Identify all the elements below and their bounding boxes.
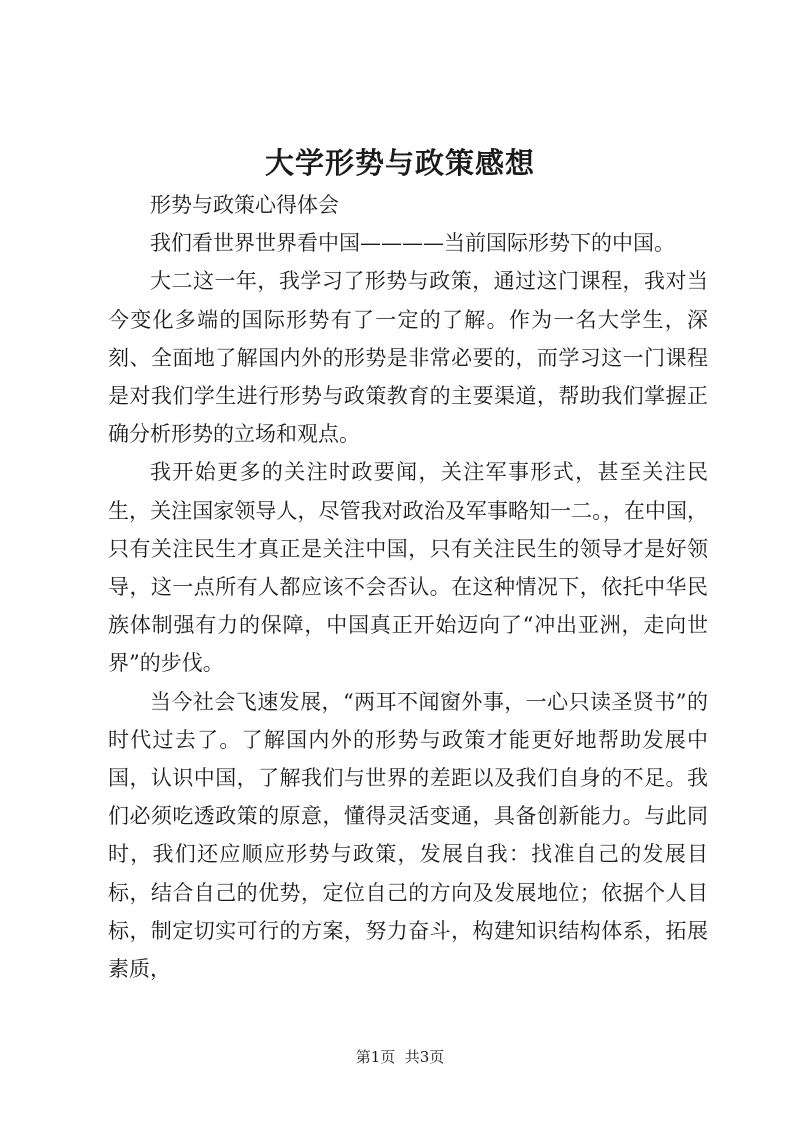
paragraph-heading: 我们看世界世界看中国————当前国际形势下的中国。 bbox=[150, 231, 675, 256]
paragraph-subtitle: 形势与政策心得体会 bbox=[150, 193, 339, 217]
paragraph: 大二这一年，我学习了形势与政策，通过这门课程，我对当今变化多端的国际形势有了一定的了解。作为一名大学生，深刻、全面地了解国内外的形势是非常必要的，而学习这一门课程是对我们学生进行形势与政策教育的主要渠道，帮助我们掌握正确分析形势的立场和观点。 bbox=[108, 269, 708, 447]
page-footer: 第1页 共3页 bbox=[355, 1048, 445, 1066]
document-body bbox=[108, 186, 708, 988]
document-title: 大学形势与政策感想 bbox=[264, 146, 535, 180]
paragraph: 当今社会飞速发展，“两耳不闻窗外事，一心只读圣贤书”的时代过去了。了解国内外的形势与政策才能更好地帮助发展中国，认识中国，了解我们与世界的差距以及我们自身的不足。我们必须吃透政策的原意，懂得灵活变通，具备创新能力。与此同时，我们还应顺应形势与政策，发展自我：找准自己的发展目标，结合自己的优势，定位自己的方向及发展地位；依据个人目标，制定切实可行的方案，努力奋斗，构建知识结构体系，拓展素质， bbox=[108, 689, 708, 982]
paragraph: 我开始更多的关注时政要闻，关注军事形式，甚至关注民生，关注国家领导人，尽管我对政治及军事略知一二。，在中国，只有关注民生才真正是关注中国，只有关注民生的领导才是好领导，这一点所有人都应该不会否认。在这种情况下，依托中华民族体制强有力的保障，中国真正开始迈向了“冲出亚洲，走向世界”的步伐。 bbox=[108, 460, 708, 676]
